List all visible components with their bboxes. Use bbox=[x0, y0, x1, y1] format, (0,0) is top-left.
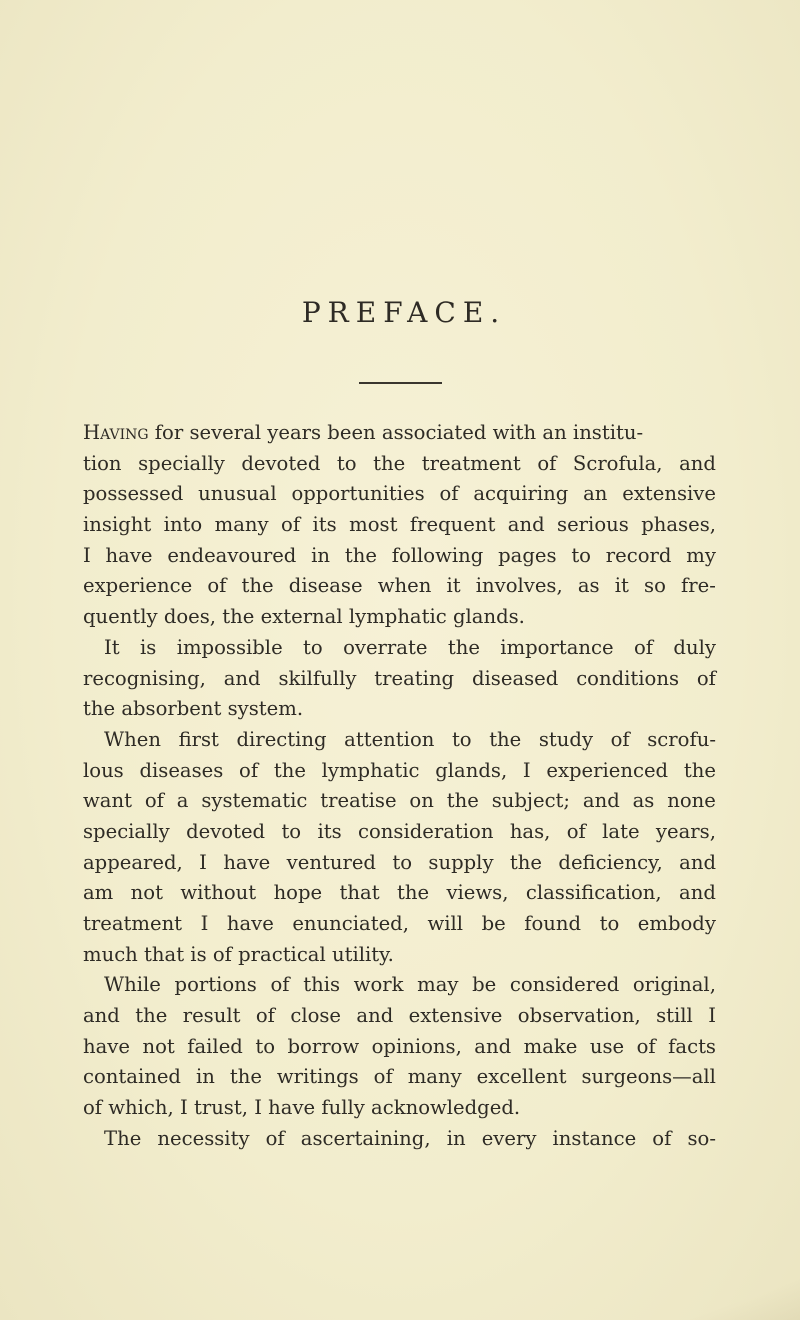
word: of bbox=[633, 635, 654, 659]
word: excellent bbox=[476, 1065, 567, 1089]
word: on bbox=[409, 789, 434, 813]
word: treating bbox=[374, 666, 455, 690]
word: of bbox=[696, 666, 716, 690]
word: use bbox=[589, 1034, 625, 1058]
word: have bbox=[226, 912, 274, 935]
word: original, bbox=[632, 973, 716, 997]
drop-word: Having bbox=[83, 421, 149, 444]
word: as bbox=[632, 789, 655, 813]
word: lymphatic bbox=[321, 758, 420, 782]
text-line bbox=[83, 449, 716, 480]
word: of bbox=[610, 727, 630, 751]
word: am bbox=[83, 881, 114, 905]
word: hope bbox=[273, 881, 323, 905]
word: considered bbox=[509, 973, 620, 997]
word: embody bbox=[637, 912, 716, 935]
word: duly bbox=[673, 635, 716, 659]
word: it bbox=[614, 574, 629, 598]
word: of bbox=[652, 1126, 672, 1150]
word: scrofu- bbox=[647, 727, 716, 751]
word: of bbox=[265, 1126, 285, 1150]
word: opinions, bbox=[371, 1034, 462, 1058]
word: of bbox=[537, 451, 557, 475]
word: have bbox=[105, 543, 153, 567]
word: most bbox=[349, 513, 398, 537]
text-line bbox=[83, 1001, 716, 1032]
word: and bbox=[582, 789, 620, 813]
word: consideration bbox=[358, 819, 494, 843]
word: When bbox=[104, 727, 161, 751]
word: to bbox=[336, 451, 357, 475]
word: devoted bbox=[241, 451, 321, 475]
word: and bbox=[356, 1004, 394, 1028]
word: that bbox=[339, 881, 380, 905]
word: to bbox=[255, 1034, 275, 1058]
word: extensive bbox=[408, 1004, 503, 1028]
word: supply bbox=[428, 850, 494, 874]
word: failed bbox=[187, 1034, 243, 1058]
word: portions bbox=[174, 973, 257, 997]
word: many bbox=[214, 513, 269, 537]
word: tion bbox=[83, 451, 122, 475]
page-title: PREFACE. bbox=[301, 296, 507, 329]
word: treatise bbox=[320, 789, 397, 813]
word: diseases bbox=[139, 758, 224, 782]
word: ventured bbox=[286, 850, 376, 874]
word: the bbox=[489, 727, 522, 751]
word: specially bbox=[138, 451, 225, 475]
word: without bbox=[180, 881, 257, 905]
word: fre- bbox=[681, 574, 716, 598]
word: possessed bbox=[83, 482, 184, 506]
word: every bbox=[481, 1126, 537, 1150]
word: instance bbox=[552, 1126, 637, 1150]
word: the bbox=[509, 850, 543, 874]
word: glands, bbox=[435, 758, 508, 782]
word: to bbox=[571, 543, 591, 567]
word: appeared, bbox=[83, 850, 183, 874]
word: close bbox=[290, 1004, 342, 1028]
word: serious bbox=[557, 513, 629, 537]
word: of bbox=[636, 1034, 656, 1058]
word: study bbox=[538, 727, 594, 751]
word: be bbox=[481, 912, 506, 935]
word: views, bbox=[446, 881, 509, 905]
word: and bbox=[223, 666, 261, 690]
word: I bbox=[200, 912, 209, 935]
word: of bbox=[566, 819, 586, 843]
word: enunciated, bbox=[292, 912, 409, 935]
word: be bbox=[472, 973, 497, 997]
word: I bbox=[83, 543, 91, 567]
text-line bbox=[83, 541, 716, 572]
word: I bbox=[708, 1004, 716, 1028]
word: want bbox=[83, 789, 132, 813]
word: directing bbox=[236, 727, 327, 751]
word: will bbox=[427, 912, 464, 935]
word: contained bbox=[83, 1065, 181, 1089]
text-line bbox=[83, 970, 716, 1001]
word: of bbox=[239, 758, 259, 782]
word: to bbox=[303, 635, 323, 659]
word: deficiency, bbox=[558, 850, 663, 874]
word: and bbox=[679, 451, 716, 475]
word: specially bbox=[83, 819, 170, 843]
text-line: quently does, the external lymphatic glands. bbox=[83, 605, 525, 629]
word: frequent bbox=[409, 513, 496, 537]
word: have bbox=[83, 1034, 130, 1058]
preface-body bbox=[83, 418, 716, 1155]
word: in bbox=[446, 1126, 466, 1150]
word: borrow bbox=[287, 1034, 360, 1058]
word: experience bbox=[83, 574, 193, 598]
word: not bbox=[130, 881, 163, 905]
word: subject; bbox=[491, 789, 571, 813]
text-line bbox=[83, 817, 716, 848]
word: in bbox=[311, 543, 331, 567]
word: the bbox=[241, 574, 274, 598]
word: surgeons—all bbox=[581, 1065, 716, 1089]
word: and bbox=[679, 850, 716, 874]
text-line: Having for several years been associated with an institu- bbox=[83, 421, 644, 444]
text-line bbox=[83, 725, 716, 756]
word: the bbox=[396, 881, 430, 905]
word: many bbox=[407, 1065, 462, 1089]
word: insight bbox=[83, 513, 152, 537]
word: opportunities bbox=[291, 482, 425, 506]
word: the bbox=[344, 543, 377, 567]
text-line bbox=[83, 1032, 716, 1063]
text-line: of which, I trust, I have fully acknowledged. bbox=[83, 1096, 521, 1120]
word: late bbox=[602, 819, 640, 843]
word: has, bbox=[509, 819, 551, 843]
page-corner-shading bbox=[680, 1260, 800, 1320]
word: into bbox=[163, 513, 203, 537]
word: I bbox=[199, 850, 207, 874]
word: years, bbox=[655, 819, 716, 843]
word: its bbox=[312, 513, 337, 537]
word: The bbox=[104, 1126, 142, 1150]
word: first bbox=[178, 727, 219, 751]
word: impossible bbox=[176, 635, 283, 659]
text-line: the absorbent system. bbox=[83, 697, 304, 721]
word: as bbox=[577, 574, 600, 598]
word: observation, bbox=[517, 1004, 641, 1028]
word: and bbox=[474, 1034, 512, 1058]
word: pages bbox=[498, 543, 557, 567]
word: recognising, bbox=[83, 666, 206, 690]
word: a bbox=[176, 789, 189, 813]
word: disease bbox=[288, 574, 363, 598]
title-divider bbox=[359, 382, 442, 384]
word: skilfully bbox=[278, 666, 357, 690]
word: to bbox=[392, 850, 413, 874]
word: the bbox=[683, 758, 716, 782]
word: lous bbox=[83, 758, 124, 782]
text-line bbox=[83, 878, 716, 909]
text-line bbox=[83, 909, 716, 940]
word: of bbox=[255, 1004, 275, 1028]
text-line bbox=[83, 664, 716, 695]
word: to bbox=[599, 912, 620, 935]
word: in bbox=[195, 1065, 215, 1089]
word: none bbox=[667, 789, 716, 813]
word: its bbox=[317, 819, 342, 843]
word: necessity bbox=[157, 1126, 250, 1150]
word: It bbox=[104, 635, 120, 659]
word: attention bbox=[344, 727, 435, 751]
word: systematic bbox=[201, 789, 308, 813]
word: of bbox=[281, 513, 301, 537]
word: may bbox=[417, 973, 459, 997]
word: found bbox=[524, 912, 582, 935]
word: make bbox=[523, 1034, 578, 1058]
word: extensive bbox=[622, 482, 716, 506]
text-line bbox=[83, 633, 716, 664]
word: and bbox=[507, 513, 545, 537]
word: when bbox=[377, 574, 432, 598]
word: acquiring bbox=[473, 482, 569, 506]
word: so- bbox=[687, 1126, 716, 1150]
word: involves, bbox=[475, 574, 563, 598]
word: to bbox=[281, 819, 302, 843]
word: to bbox=[451, 727, 472, 751]
word: diseased bbox=[471, 666, 559, 690]
word: an bbox=[583, 482, 608, 506]
text-line bbox=[83, 1124, 716, 1155]
text-line bbox=[83, 1062, 716, 1093]
text-line bbox=[83, 479, 716, 510]
word: is bbox=[140, 635, 157, 659]
text-line bbox=[83, 786, 716, 817]
word: have bbox=[223, 850, 271, 874]
word: work bbox=[353, 973, 404, 997]
word: the bbox=[273, 758, 306, 782]
word: record bbox=[605, 543, 672, 567]
word: my bbox=[686, 543, 716, 567]
text-line bbox=[83, 756, 716, 787]
word: following bbox=[391, 543, 484, 567]
word: classification, bbox=[525, 881, 662, 905]
word: this bbox=[303, 973, 341, 997]
word: it bbox=[446, 574, 461, 598]
word: overrate bbox=[343, 635, 428, 659]
word: the bbox=[446, 789, 479, 813]
word: Scrofula, bbox=[572, 451, 663, 475]
word: and bbox=[679, 881, 716, 905]
word: treatment bbox=[83, 912, 183, 935]
word: experienced bbox=[546, 758, 669, 782]
word: the bbox=[229, 1065, 262, 1089]
text-line: much that is of practical utility. bbox=[83, 942, 394, 966]
word: still bbox=[656, 1004, 693, 1028]
word: endeavoured bbox=[167, 543, 297, 567]
word: conditions bbox=[576, 666, 680, 690]
word: the bbox=[373, 451, 406, 475]
word: ascertaining, bbox=[300, 1126, 431, 1150]
word: and bbox=[83, 1004, 120, 1028]
word: not bbox=[142, 1034, 175, 1058]
word: so bbox=[644, 574, 666, 598]
word: I bbox=[522, 758, 531, 782]
word: unusual bbox=[198, 482, 277, 506]
word: devoted bbox=[186, 819, 266, 843]
word: treatment bbox=[421, 451, 521, 475]
word: the bbox=[135, 1004, 168, 1028]
word: phases, bbox=[641, 513, 716, 537]
word: While bbox=[104, 973, 161, 997]
word: importance bbox=[500, 635, 614, 659]
word: of bbox=[207, 574, 227, 598]
text-line bbox=[83, 571, 716, 602]
text-line bbox=[83, 848, 716, 879]
word: result bbox=[182, 1004, 241, 1028]
word: of bbox=[144, 789, 164, 813]
word: the bbox=[447, 635, 480, 659]
word: of bbox=[373, 1065, 393, 1089]
word: of bbox=[439, 482, 459, 506]
word: facts bbox=[668, 1034, 716, 1058]
word: writings bbox=[276, 1065, 359, 1089]
text-line bbox=[83, 510, 716, 541]
word: of bbox=[270, 973, 290, 997]
